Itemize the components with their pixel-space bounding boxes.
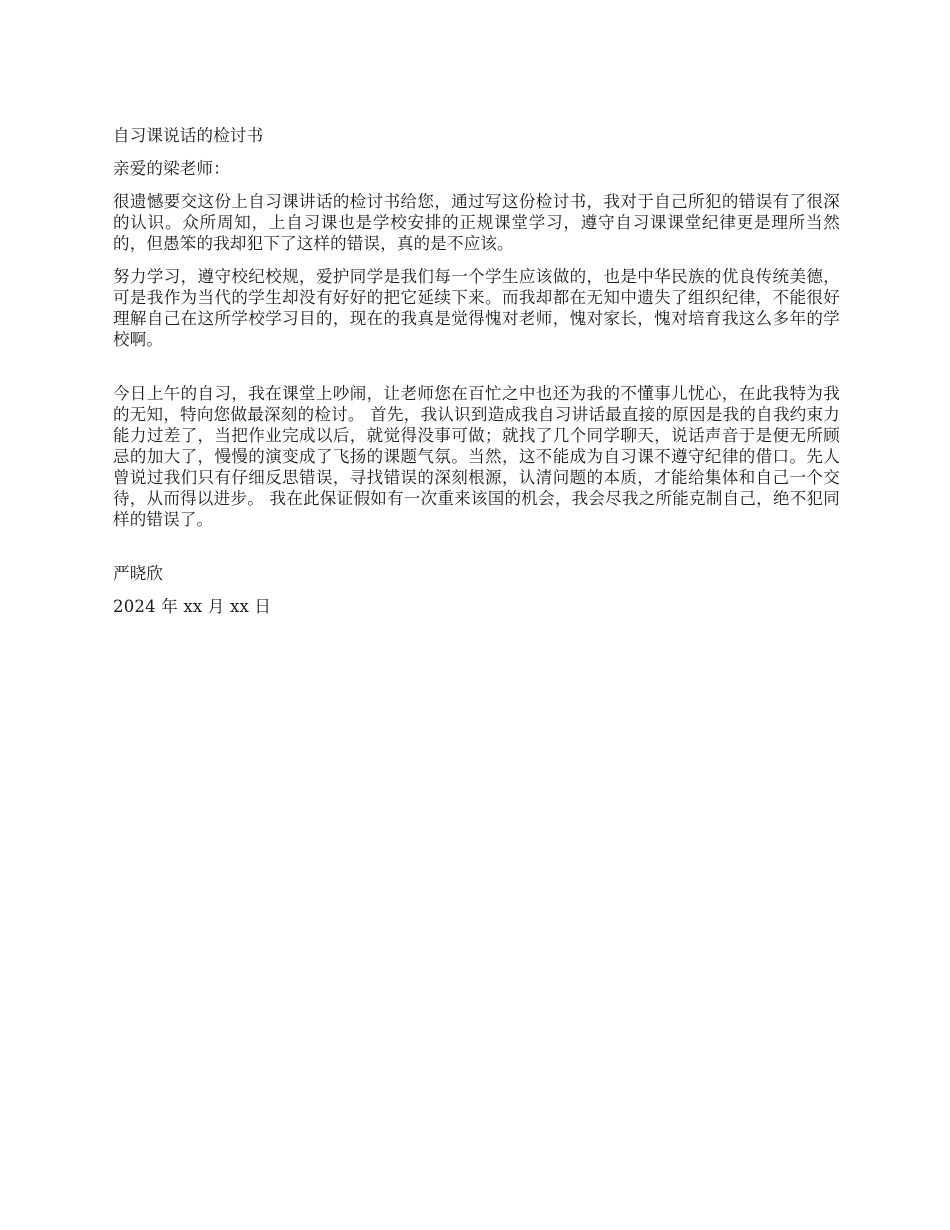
document-page (113, 125, 840, 617)
body-paragraph-2: 努力学习，遵守校纪校规，爱护同学是我们每一个学生应该做的，也是中华民族的优良传统美德，可是我作为当代的学生却没有好好的把它延续下来。而我却都在无知中遗失了组织纪律，不能很好理解自己在这所学校学习目的，现在的我真是觉得愧对老师，愧对家长，愧对培育我这么多年的学校啊。 (113, 267, 840, 349)
date: 2024 年 xx 月 xx 日 (113, 597, 272, 616)
salutation: 亲爱的梁老师： (113, 159, 230, 178)
body-paragraph-3: 今日上午的自习，我在课堂上吵闹，让老师您在百忙之中也还为我的不懂事儿忧心，在此我特为我的无知，特向您做最深刻的检讨。 首先，我认识到造成我自习讲话最直接的原因是我的自我约束力能力过差了，当把作业完成以后，就觉得没事可做；就找了几个同学聊天，说话声音于是便无所顾忌的加大了，慢慢的演变成了飞扬的课题气氛。当然，这不能成为自习课不遵守纪律的借口。先人曾说过我们只有仔细反思错误，寻找错误的深刻根源，认清问题的本质，才能给集体和自己一个交待，从而得以进步。 我在此保证假如有一次重来该国的机会，我会尽我之所能克制自己，绝不犯同样的错误了。 (113, 384, 840, 529)
signature: 严晓欣 (113, 564, 164, 583)
document-title: 自习课说话的检讨书 (113, 126, 264, 145)
body-paragraph-1: 很遗憾要交这份上自习课讲话的检讨书给您，通过写这份检讨书，我对于自己所犯的错误有了很深的认识。众所周知，上自习课也是学校安排的正规课堂学习，遵守自习课课堂纪律更是理所当然的，但愚笨的我却犯下了这样的错误，真的是不应该。 (113, 192, 840, 253)
